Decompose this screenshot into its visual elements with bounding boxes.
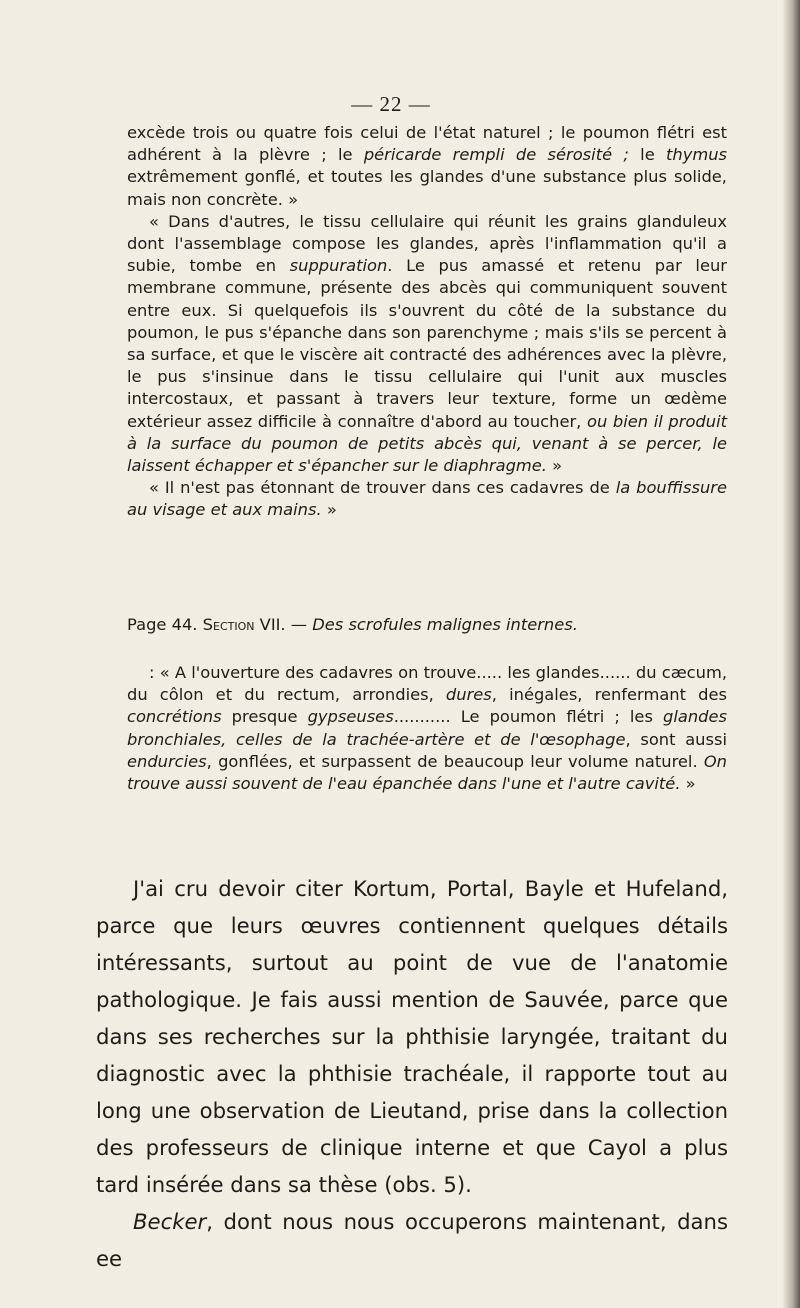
page-edge-shadow xyxy=(782,0,800,1308)
italic-name: Becker xyxy=(133,1209,207,1234)
paragraph: « Il n'est pas étonnant de trouver dans ces cadavres de la bouffissure au visage et aux mains. » xyxy=(127,478,727,520)
page-number: — 22 — xyxy=(351,92,431,116)
section-title: Des scrofules malignes internes. xyxy=(312,615,578,634)
italic-text: la bouffissure au visage et aux mains. xyxy=(127,478,727,520)
paragraph: Becker, dont nous nous occuperons maintenant, dans ee xyxy=(96,1209,728,1271)
section-heading: Page 44. Section VII. — Des scrofules malignes internes. xyxy=(127,615,578,634)
paragraph: : « A l'ouverture des cadavres on trouve..... les glandes...... du cæcum, du côlon et du rectum, arrondies, dures, inégales, renfermant des concrétions presque gypseuses........... Le poumon flétri ; les glandes bronchiales, celles de la trachée-artère et de l'œsophage, sont aussi endurcies, gonflées, et surpassent de beaucoup leur volume naturel. On trouve aussi souvent de l'eau épanchée dans l'une et l'autre cavité. » xyxy=(127,663,727,794)
italic-text: péricarde rempli de sérosité ; xyxy=(363,145,629,165)
quoted-passage-2 xyxy=(127,662,727,795)
body-text xyxy=(96,870,728,1277)
paragraph: « Dans d'autres, le tissu cellulaire qui réunit les grains glanduleux dont l'assemblage compose les glandes, après l'inflammation qu'il a subie, tombe en suppuration. Le pus amassé et retenu par leur membrane commune, présente des abcès qui communiquent souvent entre eux. Si quelquefois ils s'ouvrent du côté de la substance du poumon, le pus s'épanche dans son parenchyme ; mais s'ils se percent à sa surface, et que le viscère ait contracté des adhérences avec la plèvre, le pus s'insinue dans le tissu cellulaire qui l'unit aux muscles intercostaux, et passant à travers leur texture, forme un œdème extérieur assez difficile à connaître d'abord au toucher, ou bien il produit à la surface du poumon de petits abcès qui, venant à se percer, le laissent échapper et s'épancher sur le diaphragme. » xyxy=(127,211,727,476)
italic-text: suppuration xyxy=(289,256,388,276)
italic-text: thymus xyxy=(666,145,727,165)
paragraph: excède trois ou quatre fois celui de l'état naturel ; le poumon flétri est adhérent à la plèvre ; le péricarde rempli de sérosité ; le thymus extrêmement gonflé, et toutes les glandes d'une substance plus solide, mais non concrète. » xyxy=(127,123,727,209)
paragraph: J'ai cru devoir citer Kortum, Portal, Bayle et Hufeland, parce que leurs œuvres contiennent quelques détails intéressants, surtout au point de vue de l'anatomie pathologique. Je fais aussi mention de Sauvée, parce que dans ses recherches sur la phthisie laryngée, traitant du diagnostic avec la phthisie trachéale, il rapporte tout au long une observation de Lieutand, prise dans la collection des professeurs de clinique interne et que Cayol a plus tard insérée dans sa thèse (obs. 5). xyxy=(96,876,728,1197)
italic-text: ou bien il produit à la surface du poumon de petits abcès qui, venant à se percer, le laissent échapper et s'épancher sur le diaphragme. xyxy=(127,411,727,476)
quoted-passage xyxy=(127,122,727,522)
